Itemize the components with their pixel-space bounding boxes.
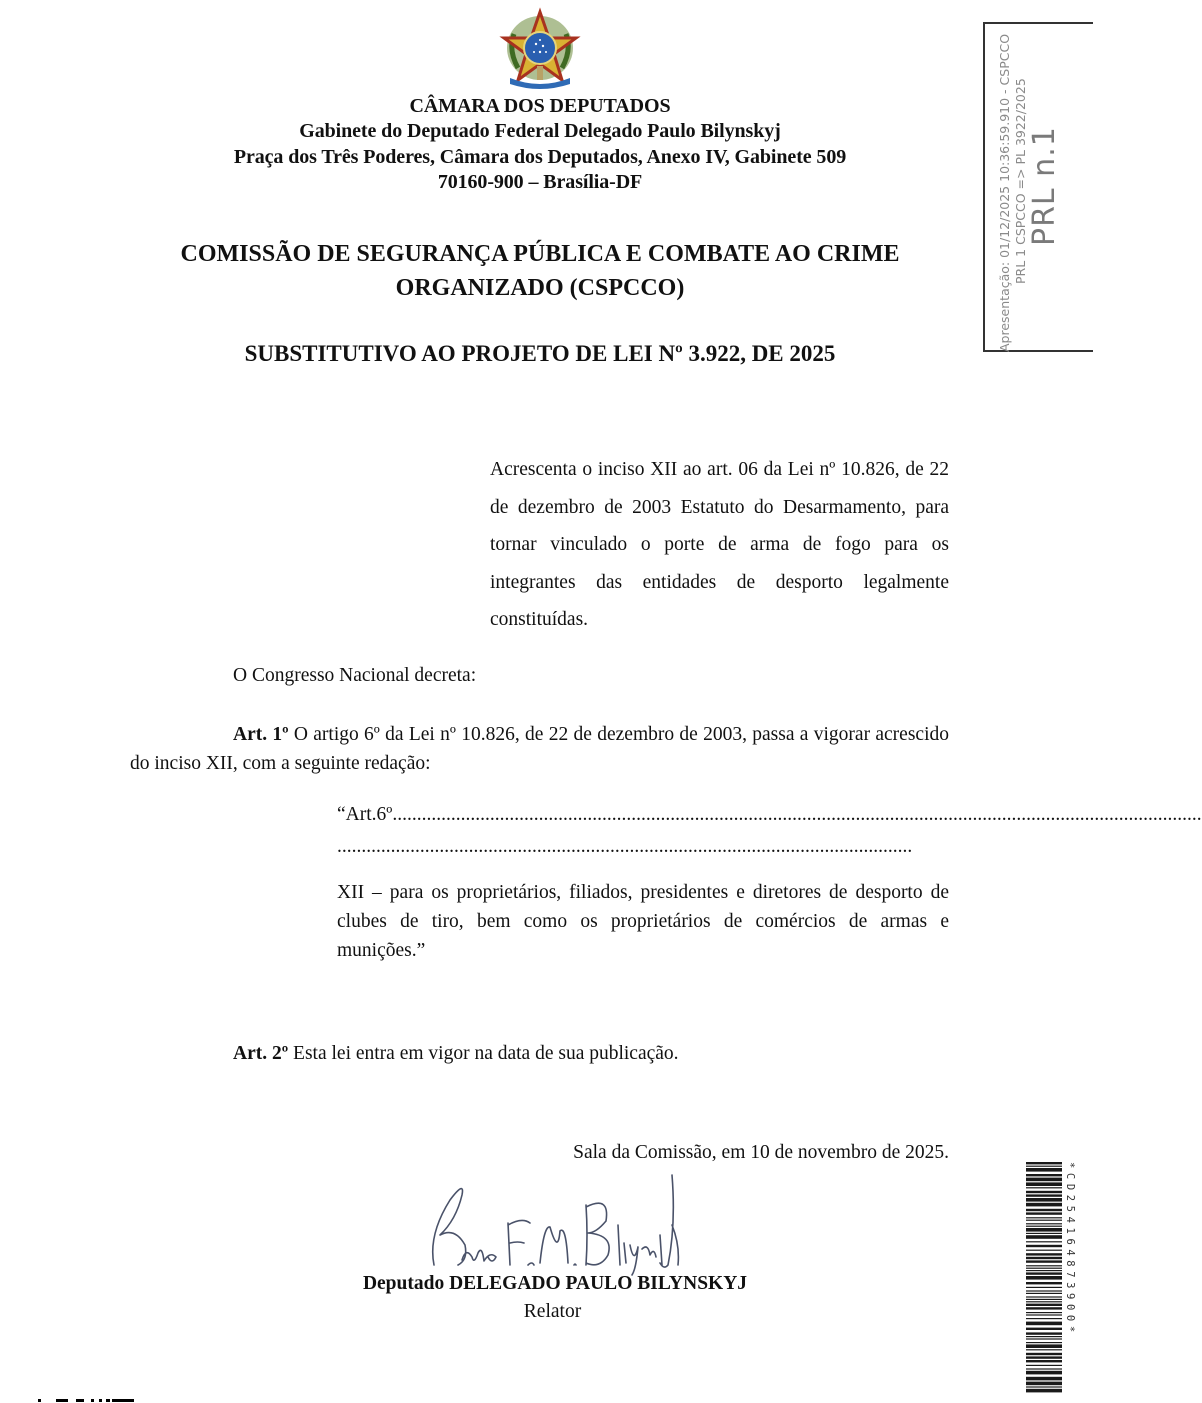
quoted-article-start	[337, 800, 1202, 829]
barcode-bar	[1026, 1342, 1062, 1343]
brazil-coat-of-arms-icon	[500, 8, 580, 92]
barcode-bar	[1026, 1332, 1062, 1334]
barcode-bar	[1026, 1212, 1062, 1214]
barcode-bar	[1026, 1299, 1062, 1300]
barcode-bar	[1026, 1187, 1062, 1188]
barcode-bar	[1026, 1312, 1062, 1313]
article-2	[233, 1039, 679, 1068]
barcode-bar	[1026, 1178, 1062, 1182]
barcode-bar	[1026, 1265, 1062, 1266]
barcode-bar	[1026, 1226, 1062, 1227]
quoted-article-label: “Art.6º	[337, 804, 393, 825]
barcode-bar	[1026, 1349, 1062, 1350]
barcode-bar	[1026, 1336, 1062, 1337]
barcode-bar	[1026, 1282, 1062, 1284]
barcode-bar	[1026, 1245, 1062, 1247]
barcode-bar	[1026, 1182, 1062, 1186]
barcode-bar	[1026, 1371, 1062, 1375]
barcode-bar	[1026, 1233, 1062, 1234]
barcode-bar	[1026, 1257, 1062, 1259]
quoted-article-dots-line: ......................................................................................................................	[337, 836, 913, 857]
office-address: Praça dos Três Poderes, Câmara dos Deputados, Anexo IV, Gabinete 509	[233, 146, 847, 168]
barcode-bar	[1026, 1287, 1062, 1288]
barcode-bar	[1026, 1228, 1062, 1232]
document-title: SUBSTITUTIVO AO PROJETO DE LEI Nº 3.922, DE 2025	[244, 341, 836, 366]
barcode-bar	[1026, 1268, 1062, 1269]
barcode-bar	[1026, 1296, 1062, 1297]
barcode-bar	[1026, 1365, 1062, 1366]
barcode-bar	[1026, 1360, 1062, 1362]
institution-name: CÂMARA DOS DEPUTADOS	[409, 95, 671, 117]
article-2-label: Art. 2º	[233, 1043, 289, 1064]
barcode-bar	[1026, 1260, 1062, 1262]
barcode-bar	[1026, 1272, 1062, 1274]
barcode-bar	[1026, 1338, 1062, 1339]
barcode-bar	[1026, 1241, 1062, 1242]
office-name: Gabinete do Deputado Federal Delegado Paulo Bilynskyj	[299, 120, 781, 142]
barcode-bar	[1026, 1166, 1062, 1167]
article-2-text: Esta lei entra em vigor na data de sua publicação.	[288, 1043, 679, 1064]
barcode-bar	[1026, 1382, 1062, 1386]
inciso-xii: XII – para os proprietários, filiados, presidentes e diretores de desporto de clubes de tiro, bem como os proprietários de comércios de armas e munições.”	[337, 882, 949, 961]
barcode-bar	[1026, 1353, 1062, 1355]
article-1-text: O artigo 6º da Lei nº 10.826, de 22 de dezembro de 2003, passa a vigorar acrescido do inciso XII, com a seguinte redação:	[130, 724, 949, 774]
barcode-code	[1058, 1162, 1076, 1390]
quoted-article-dots: ......................................................................................................................................................................	[392, 804, 1202, 825]
barcode-bar	[1026, 1191, 1062, 1193]
barcode-bar	[1026, 1162, 1062, 1164]
barcode	[1026, 1162, 1062, 1390]
stamp-reference: PRL 1 CSPCCO => PL 3922/2025	[1013, 78, 1028, 284]
barcode-bar	[1026, 1307, 1062, 1309]
barcode-bar	[1026, 1250, 1062, 1251]
barcode-bar	[1026, 1322, 1062, 1326]
barcode-code-text: *CD254164873900*	[1064, 1162, 1076, 1337]
barcode-bar	[1026, 1377, 1062, 1381]
signer-role: Relator	[523, 1301, 582, 1322]
barcode-bar	[1026, 1389, 1062, 1393]
place-date: Sala da Comissão, em 10 de novembro de 2025.	[573, 1142, 949, 1163]
article-1-label: Art. 1º	[233, 724, 289, 745]
footer-marks	[36, 1398, 136, 1403]
barcode-bar	[1026, 1174, 1062, 1176]
barcode-bar	[1026, 1194, 1062, 1196]
article-1	[130, 720, 949, 778]
barcode-bar	[1026, 1301, 1062, 1302]
postal-code: 70160-900 – Brasília-DF	[437, 171, 643, 193]
barcode-bar	[1026, 1368, 1062, 1369]
handwritten-signature	[410, 1165, 690, 1280]
barcode-bar	[1026, 1220, 1062, 1221]
committee-title: COMISSÃO DE SEGURANÇA PÚBLICA E COMBATE AO CRIME ORGANIZADO (CSPCCO)	[180, 241, 900, 301]
barcode-bar	[1026, 1356, 1062, 1358]
stamp-number: PRL n.1	[1027, 126, 1062, 246]
barcode-bar	[1026, 1198, 1062, 1202]
barcode-bar	[1026, 1223, 1062, 1224]
signer-name: Deputado DELEGADO PAULO BILYNSKYJ	[362, 1273, 748, 1294]
barcode-bar	[1026, 1253, 1062, 1255]
barcode-bar	[1026, 1235, 1062, 1239]
presentation-stamp	[983, 22, 1093, 352]
ementa: Acrescenta o inciso XII ao art. 06 da Lei nº 10.826, de 22 de dezembro de 2003 Estatuto do Desarmamento, para tornar vinculado o porte de arma de fogo para os integrantes das entidades de desporto legalmente constituídas.	[490, 459, 949, 630]
barcode-bar	[1026, 1217, 1062, 1218]
stamp-presentation-date: Apresentação: 01/12/2025 10:36:59.910 - CSPCCO	[997, 33, 1012, 352]
barcode-bar	[1026, 1386, 1062, 1387]
stamp-text	[985, 24, 1095, 354]
barcode-bar	[1026, 1290, 1062, 1291]
barcode-bar	[1026, 1344, 1062, 1348]
barcode-bar	[1026, 1304, 1062, 1306]
barcode-bar	[1026, 1209, 1062, 1211]
barcode-bar	[1026, 1293, 1062, 1294]
enactment-clause: O Congresso Nacional decreta:	[233, 665, 477, 686]
barcode-bar	[1026, 1203, 1062, 1207]
barcode-bar	[1026, 1276, 1062, 1280]
barcode-bar	[1026, 1168, 1062, 1172]
barcode-bar	[1026, 1318, 1062, 1319]
barcode-bar	[1026, 1270, 1062, 1271]
barcode-bar	[1026, 1314, 1062, 1315]
barcode-bar	[1026, 1328, 1062, 1330]
